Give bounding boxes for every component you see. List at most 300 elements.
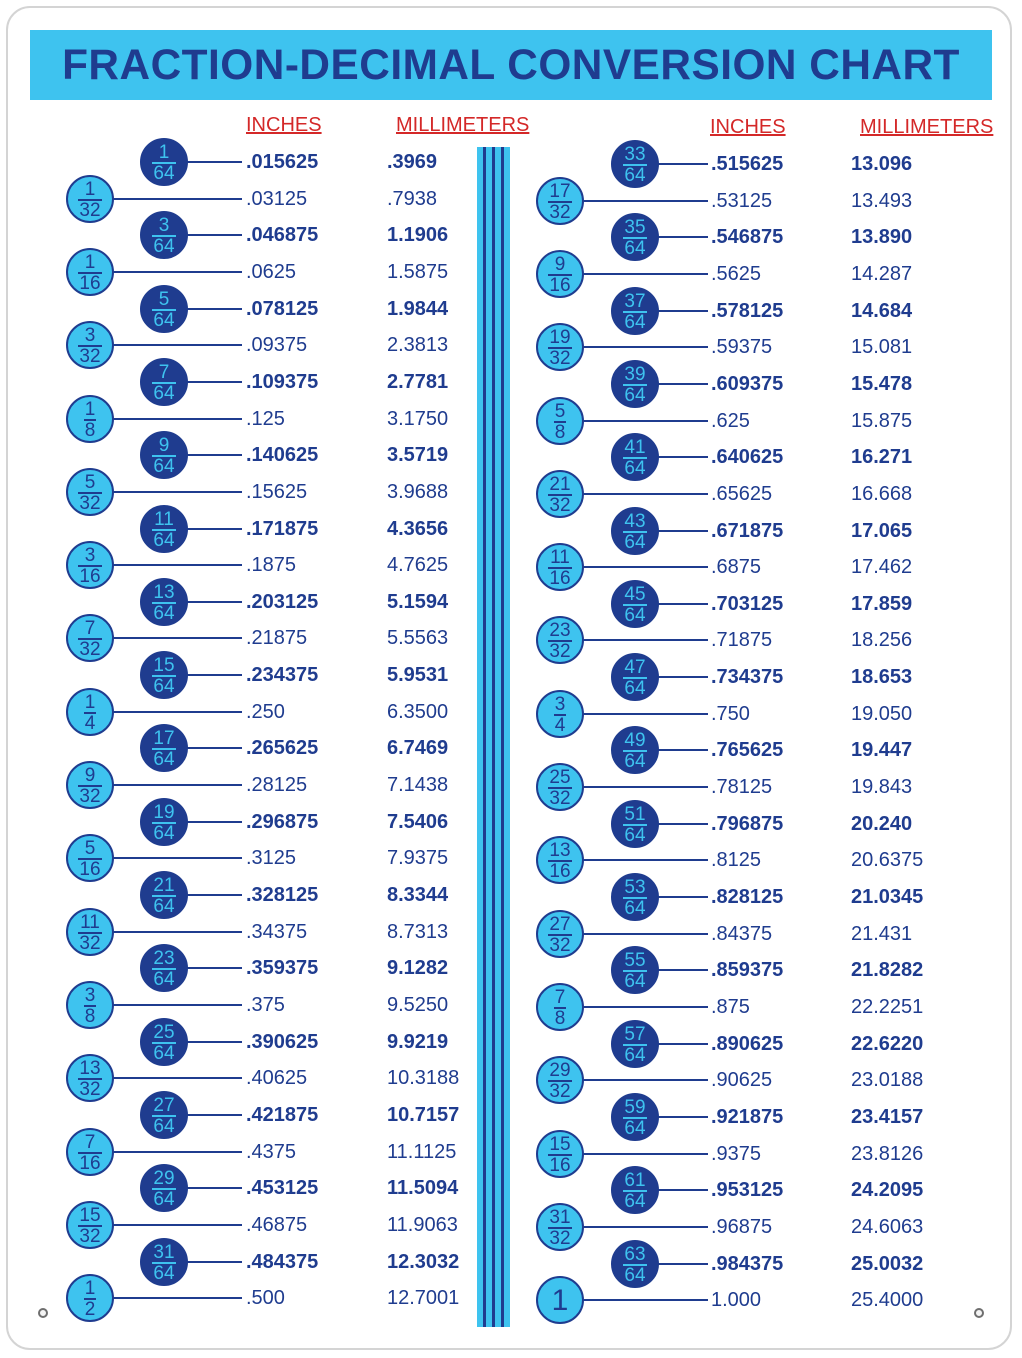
fraction-denominator: 16 [549,1154,571,1176]
inch-value: .750 [711,702,750,725]
fraction-denominator: 64 [624,1264,646,1286]
leader-line [655,383,708,385]
fraction-numerator: 7 [554,986,566,1008]
conversion-row [0,361,1022,406]
millimeter-value: 17.462 [851,556,913,579]
fraction-denominator: 16 [549,861,571,883]
inch-value: .625 [711,409,750,432]
inch-value: .8125 [711,849,762,872]
leader-line [655,749,708,751]
fraction-denominator: 64 [153,1042,175,1064]
leader-line [580,346,708,348]
inches-header-right: INCHES [710,116,786,138]
inch-value: .171875 [246,517,319,540]
fraction-badge [611,140,659,188]
inch-value: .500 [246,1287,285,1310]
fraction-numerator: 19 [549,327,571,349]
fraction-badge [611,946,659,994]
fraction-numerator: 31 [153,1241,175,1263]
inch-value: .0625 [246,260,297,283]
millimeter-value: 15.478 [851,372,913,395]
fraction-denominator: 64 [624,824,646,846]
conversion-row [0,948,1022,993]
page-title: FRACTION-DECIMAL CONVERSION CHART [62,41,960,89]
inch-value: .203125 [246,590,319,613]
conversion-row [0,984,1022,1029]
fraction-numerator: 47 [624,657,646,679]
conversion-row [0,435,1022,480]
fraction-denominator: 32 [79,639,101,661]
millimeter-value: 21.0345 [851,886,924,908]
conversion-row [0,1094,1022,1139]
millimeter-value: 11.5094 [387,1177,459,1200]
inch-value: .953125 [711,1179,784,1202]
inch-value: .84375 [711,922,773,945]
inch-value: .34375 [246,920,308,943]
fraction-denominator: 64 [153,749,175,771]
leader-line [655,896,708,898]
millimeter-value: 17.065 [851,519,913,542]
fraction-denominator: 16 [549,568,571,590]
inch-value: .40625 [246,1067,308,1090]
inch-value: .828125 [711,886,784,908]
fraction-numerator: 7 [84,618,96,640]
leader-line [655,530,708,532]
millimeters-header-right: MILLIMETERS [860,116,994,138]
fraction-numerator: 15 [79,1204,101,1226]
fraction-whole: 1 [551,1284,569,1318]
fraction-denominator: 64 [153,602,175,624]
millimeter-value: 10.7157 [387,1103,460,1126]
fraction-denominator: 64 [624,751,646,773]
leader-line [580,713,708,715]
millimeter-value: 5.1594 [387,590,449,613]
millimeter-value: 7.1438 [387,774,449,797]
fraction-denominator: 16 [549,274,571,296]
inches-header-left: INCHES [246,114,322,136]
fraction-numerator: 29 [549,1060,571,1082]
leader-line [580,566,708,568]
fraction-numerator: 61 [624,1170,646,1192]
fraction-numerator: 27 [549,913,571,935]
millimeter-value: 3.9688 [387,480,449,503]
fraction-numerator: 25 [153,1021,175,1043]
fraction-numerator: 5 [554,400,566,422]
conversion-row [0,325,1022,370]
leader-line [580,859,708,861]
conversion-row [0,728,1022,773]
fraction-denominator: 32 [549,934,571,956]
conversion-row [0,1058,1022,1103]
millimeter-value: 6.7469 [387,737,449,760]
fraction-badge [536,983,584,1031]
millimeter-value: 24.6063 [851,1215,924,1238]
fraction-badge [611,213,659,261]
fraction-numerator: 23 [549,620,571,642]
millimeter-value: 9.9219 [387,1030,449,1053]
fraction-denominator: 32 [79,199,101,221]
fraction-numerator: 5 [158,288,170,310]
fraction-numerator: 27 [153,1094,175,1116]
fraction-numerator: 59 [624,1096,646,1118]
inch-value: .03125 [246,187,308,210]
fraction-numerator: 53 [624,877,646,898]
fraction-numerator: 31 [549,1206,571,1228]
leader-line [580,1006,708,1008]
conversion-row [0,1278,1022,1321]
fraction-numerator: 9 [84,765,96,787]
fraction-denominator: 32 [549,788,571,810]
fraction-denominator: 32 [549,1227,571,1249]
millimeter-value: 4.3656 [387,517,449,540]
fraction-badge [611,1093,659,1141]
millimeter-value: 23.0188 [851,1069,924,1092]
millimeter-value: 16.668 [851,482,913,505]
fraction-denominator: 8 [554,1007,566,1029]
fraction-numerator: 21 [153,875,175,896]
fraction-denominator: 64 [153,163,175,184]
millimeter-value: 11.1125 [387,1140,457,1163]
fraction-numerator: 13 [153,581,175,603]
conversion-row [0,1241,1022,1286]
conversion-row [0,1021,1022,1066]
inch-value: .90625 [711,1069,773,1092]
fraction-badge [536,1130,584,1178]
millimeter-value: 2.7781 [387,370,449,393]
fraction-denominator: 32 [79,786,101,808]
fraction-badge [536,397,584,445]
inch-value: .09375 [246,334,308,357]
conversion-row [0,398,1022,443]
fraction-numerator: 55 [624,950,646,972]
fraction-numerator: 3 [84,325,96,347]
millimeter-value: 4.7625 [387,554,449,577]
inch-value: .4375 [246,1140,297,1163]
inch-value: .609375 [711,372,784,395]
fraction-badge [611,800,659,848]
inch-value: 1.000 [711,1289,762,1312]
conversion-row [0,655,1022,700]
inch-value: .765625 [711,739,784,762]
fraction-badge [611,360,659,408]
fraction-numerator: 3 [84,545,96,567]
leader-line [580,273,708,275]
fraction-numerator: 1 [84,691,96,713]
fraction-badge [611,580,659,628]
millimeter-value: 15.875 [851,409,913,432]
inch-value: .15625 [246,480,308,503]
fraction-denominator: 64 [624,898,646,919]
fraction-denominator: 32 [549,1081,571,1103]
inch-value: .9375 [711,1142,762,1165]
millimeter-value: 17.859 [851,592,913,615]
leader-line [580,1299,708,1301]
fraction-numerator: 3 [84,984,96,1006]
leader-line [580,786,708,788]
fraction-numerator: 11 [154,508,174,530]
fraction-badge [611,507,659,555]
fraction-badge [536,323,584,371]
fraction-numerator: 33 [624,144,646,165]
inch-value: .484375 [246,1250,319,1273]
fraction-numerator: 51 [624,803,646,825]
fraction-denominator: 32 [79,492,101,514]
inch-value: .421875 [246,1103,319,1126]
millimeter-value: 25.4000 [851,1289,924,1312]
millimeter-value: 12.3032 [387,1250,460,1273]
fraction-numerator: 7 [84,1131,96,1153]
fraction-numerator: 43 [624,510,646,532]
fraction-denominator: 64 [624,238,646,260]
conversion-row [0,1168,1022,1213]
fraction-denominator: 32 [79,1079,101,1101]
millimeter-value: 14.287 [851,262,913,285]
inch-value: .734375 [711,666,784,689]
conversion-row [0,1131,1022,1176]
fraction-badge [536,1203,584,1251]
fraction-badge [611,873,659,921]
inch-value: .28125 [246,774,308,797]
fraction-numerator: 11 [80,911,100,933]
inch-value: .015625 [246,151,319,173]
inch-value: .328125 [246,884,319,906]
inch-value: .5625 [711,262,762,285]
conversion-row [0,545,1022,590]
fraction-denominator: 64 [624,604,646,626]
millimeter-value: 10.3188 [387,1067,460,1090]
leader-line [580,639,708,641]
inch-value: .921875 [711,1105,784,1128]
fraction-badge [536,763,584,811]
fraction-badge [536,1276,584,1324]
fraction-denominator: 8 [84,419,96,441]
millimeter-value: 5.9531 [387,664,449,687]
fraction-denominator: 4 [554,714,566,736]
millimeter-value: 24.2095 [851,1179,924,1202]
fraction-denominator: 8 [84,1005,96,1027]
fraction-numerator: 5 [84,471,96,493]
millimeter-value: 20.240 [851,812,913,835]
inch-value: .859375 [711,959,784,982]
fraction-denominator: 64 [624,1044,646,1066]
leader-line [655,1263,708,1265]
fraction-numerator: 1 [84,178,96,200]
fraction-denominator: 64 [624,678,646,700]
conversion-row [0,765,1022,810]
millimeter-value: 23.4157 [851,1105,924,1128]
leader-line [580,933,708,935]
fraction-denominator: 64 [153,969,175,991]
millimeter-value: 16.271 [851,446,913,469]
inch-value: .53125 [711,189,773,212]
fraction-badge [611,433,659,481]
conversion-row [0,618,1022,663]
fraction-numerator: 9 [554,253,566,275]
fraction-denominator: 32 [79,1225,101,1247]
conversion-row [0,911,1022,956]
fraction-denominator: 64 [153,236,175,258]
inch-value: .296875 [246,810,319,833]
inch-value: .984375 [711,1252,784,1275]
fraction-numerator: 13 [549,840,571,862]
millimeter-value: 3.1750 [387,407,449,430]
fraction-numerator: 21 [549,473,571,495]
fraction-denominator: 16 [79,1152,101,1174]
conversion-row [0,471,1022,516]
inch-value: .890625 [711,1032,784,1055]
fraction-numerator: 57 [624,1023,646,1045]
fraction-denominator: 64 [153,456,175,478]
inch-value: .578125 [711,299,784,322]
fraction-numerator: 3 [158,215,170,237]
fraction-numerator: 39 [624,363,646,385]
millimeter-value: 13.890 [851,226,913,249]
conversion-row [0,288,1022,333]
fraction-numerator: 15 [153,655,175,677]
millimeter-value: 22.2251 [851,995,924,1018]
fraction-denominator: 64 [153,1189,175,1211]
leader-line [655,823,708,825]
millimeter-value: 20.6375 [851,849,924,872]
conversion-row [0,1204,1022,1249]
leader-line [655,310,708,312]
inch-value: .6875 [711,556,762,579]
millimeter-value: 7.5406 [387,810,449,833]
leader-line [580,1153,708,1155]
fraction-numerator: 49 [624,730,646,752]
fraction-denominator: 32 [549,201,571,223]
inch-value: .3125 [246,847,297,870]
fraction-denominator: 64 [153,382,175,404]
millimeter-value: 21.8282 [851,959,924,982]
fraction-denominator: 64 [624,165,646,186]
fraction-numerator: 63 [624,1243,646,1265]
inch-value: .46875 [246,1213,308,1236]
fraction-denominator: 64 [624,458,646,480]
fraction-denominator: 32 [549,348,571,370]
inch-value: .375 [246,993,285,1016]
fraction-denominator: 64 [153,676,175,698]
fraction-badge [611,726,659,774]
leader-line [580,1226,708,1228]
inch-value: .65625 [711,482,773,505]
fraction-denominator: 64 [624,311,646,333]
fraction-denominator: 16 [79,566,101,588]
millimeter-value: .7938 [387,187,438,210]
fraction-badge [536,910,584,958]
inch-value: .796875 [711,812,784,835]
fraction-badge [536,250,584,298]
inch-value: .671875 [711,519,784,542]
leader-line [655,1116,708,1118]
millimeter-value: 18.256 [851,629,913,652]
fraction-numerator: 29 [153,1168,175,1190]
millimeter-value: 8.3344 [387,884,449,906]
fraction-badge [536,470,584,518]
inch-value: .453125 [246,1177,319,1200]
leader-line [580,493,708,495]
inch-value: .59375 [711,336,773,359]
fraction-badge [611,1240,659,1288]
inch-value: .515625 [711,153,784,175]
fraction-badge [536,616,584,664]
millimeters-header-left: MILLIMETERS [396,114,530,136]
inch-value: .125 [246,407,285,430]
millimeter-value: 25.0032 [851,1252,924,1275]
millimeter-value: 12.7001 [387,1287,460,1310]
conversion-row [0,691,1022,736]
fraction-denominator: 64 [153,309,175,331]
inch-value: .140625 [246,444,319,467]
fraction-badge [536,543,584,591]
fraction-denominator: 64 [153,529,175,551]
fraction-denominator: 64 [624,384,646,406]
conversion-row [0,581,1022,626]
fraction-numerator: 11 [550,547,570,569]
conversion-row [0,178,1022,223]
millimeter-value: 11.9063 [387,1213,458,1236]
inch-value: .1875 [246,554,297,577]
fraction-denominator: 4 [84,712,96,734]
inch-value: .265625 [246,737,319,760]
millimeter-value: 21.431 [851,922,913,945]
fraction-denominator: 32 [549,641,571,663]
fraction-numerator: 1 [84,1278,96,1300]
fraction-numerator: 17 [549,180,571,202]
leader-line [580,200,708,202]
leader-line [655,163,708,165]
inch-value: .250 [246,700,285,723]
inch-value: .390625 [246,1030,319,1053]
fraction-denominator: 32 [79,932,101,954]
leader-line [655,456,708,458]
fraction-denominator: 64 [153,896,175,917]
inch-value: .78125 [711,776,773,799]
millimeter-value: 3.5719 [387,444,449,467]
conversion-row [0,875,1022,919]
millimeter-value: 1.1906 [387,224,449,247]
fraction-denominator: 64 [624,1117,646,1139]
fraction-numerator: 7 [158,361,170,383]
inch-value: .359375 [246,957,319,980]
inch-value: .234375 [246,664,319,687]
fraction-numerator: 15 [549,1133,571,1155]
leader-line [580,420,708,422]
inch-value: .96875 [711,1215,773,1238]
millimeter-value: 9.1282 [387,957,449,980]
millimeter-value: 19.843 [851,776,913,799]
fraction-badge [611,1020,659,1068]
fraction-numerator: 1 [84,251,96,273]
inch-value: .875 [711,995,750,1018]
fraction-denominator: 8 [554,421,566,443]
fraction-denominator: 32 [549,494,571,516]
conversion-row [0,142,1022,186]
conversion-row [0,251,1022,296]
leader-line [655,236,708,238]
millimeter-value: 13.493 [851,189,913,212]
fraction-denominator: 16 [79,272,101,294]
millimeter-value: 2.3813 [387,334,449,357]
title-banner [30,30,992,100]
fraction-denominator: 64 [624,531,646,553]
millimeter-value: 23.8126 [851,1142,924,1165]
fraction-numerator: 25 [549,767,571,789]
leader-line [655,1043,708,1045]
fraction-denominator: 64 [153,1115,175,1137]
millimeter-value: 22.6220 [851,1032,924,1055]
inch-value: .71875 [711,629,773,652]
